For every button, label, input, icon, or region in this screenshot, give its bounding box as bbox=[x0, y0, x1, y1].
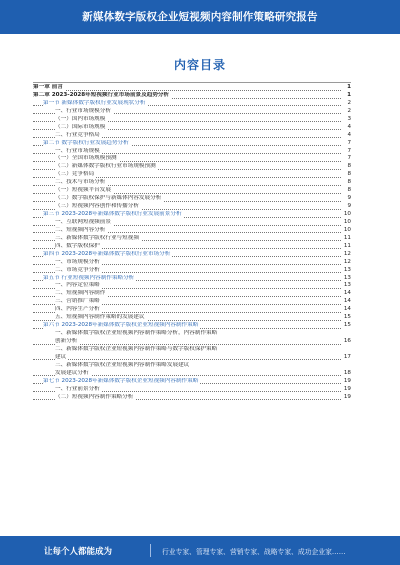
toc-entry[interactable] bbox=[33, 132, 351, 140]
toc-entry[interactable] bbox=[33, 100, 351, 108]
toc-entry[interactable] bbox=[33, 171, 351, 179]
toc-entry-label: 第三节 2023-2028年新媒体数字版权行业发展前景分析 bbox=[43, 211, 182, 217]
toc-entry[interactable] bbox=[33, 235, 351, 243]
toc-entry-page: 7 bbox=[347, 139, 351, 146]
toc-entry[interactable] bbox=[33, 394, 351, 402]
toc-entry-label: 一、行业前景分析 bbox=[55, 385, 100, 392]
footer-bar bbox=[0, 536, 400, 565]
toc-entry-page: 10 bbox=[343, 226, 351, 233]
toc-entry[interactable] bbox=[33, 219, 351, 227]
toc-entry-page: 16 bbox=[343, 338, 351, 344]
toc-entry[interactable] bbox=[33, 306, 351, 314]
toc-entry-label: 二、行业竞争格局 bbox=[55, 131, 100, 138]
toc-entry-label: 建议 bbox=[55, 353, 67, 360]
toc-entry-label: 创新分析 bbox=[55, 338, 78, 344]
toc-entry[interactable] bbox=[33, 386, 351, 394]
toc-entry[interactable] bbox=[33, 163, 351, 171]
toc-entry[interactable] bbox=[33, 108, 351, 116]
toc-entry-label: 一、内容定位策略 bbox=[55, 282, 100, 289]
toc-entry-page: 9 bbox=[347, 203, 351, 210]
toc-entry[interactable] bbox=[33, 290, 351, 298]
toc-entry-page: 14 bbox=[343, 298, 351, 305]
toc-entry-label: （二）国际市场规模 bbox=[55, 123, 106, 130]
toc-entry[interactable] bbox=[33, 314, 351, 322]
toc-entry-page: 13 bbox=[343, 266, 351, 273]
toc-entry[interactable] bbox=[33, 259, 351, 267]
toc-entry[interactable] bbox=[33, 370, 351, 378]
toc-entry-page: 1 bbox=[347, 84, 351, 90]
toc-entry-label: 第四节 2023-2028年新媒体数字版权行业市场分析 bbox=[43, 250, 171, 257]
toc-entry-page: 10 bbox=[343, 211, 351, 217]
toc-entry[interactable] bbox=[33, 187, 351, 195]
toc-entry-page: 14 bbox=[343, 290, 351, 297]
toc-entry-label: 一、行业市场规模 bbox=[55, 147, 100, 154]
toc-entry-page: 19 bbox=[343, 393, 351, 400]
toc-leader-dots bbox=[33, 359, 341, 360]
toc-entry[interactable] bbox=[33, 338, 351, 346]
toc-entry-page: 19 bbox=[343, 385, 351, 392]
toc-entry-page: 12 bbox=[343, 258, 351, 265]
toc-entry-label: （一）全国市场规模预测 bbox=[55, 155, 117, 162]
toc-entry-label: （二）数字版权保护与新媒体内容发展分析 bbox=[55, 195, 162, 202]
toc-entry[interactable] bbox=[33, 92, 351, 100]
header-bar bbox=[0, 0, 400, 34]
toc-entry[interactable] bbox=[33, 116, 351, 124]
toc-entry-label: 五、短视频内容制作策略的发展建议 bbox=[55, 314, 145, 321]
toc-entry-label: （三）竞争格局 bbox=[55, 171, 95, 178]
footer-divider bbox=[150, 544, 151, 557]
toc-entry[interactable] bbox=[33, 148, 351, 156]
toc-entry-page: 2 bbox=[347, 99, 351, 106]
toc-entry-page: 10 bbox=[343, 218, 351, 225]
toc-entry-label: 四、数字版权保护 bbox=[55, 242, 100, 249]
toc-entry-label: 三、新媒体数字版权企业短视频内容制作策略发展建议 bbox=[55, 361, 190, 368]
toc-entry-page: 13 bbox=[343, 274, 351, 281]
toc-entry[interactable] bbox=[33, 140, 351, 148]
toc-entry[interactable] bbox=[33, 124, 351, 132]
toc-entry-page: 18 bbox=[343, 369, 351, 376]
toc-entry-page: 7 bbox=[347, 155, 351, 162]
toc-entry[interactable] bbox=[33, 330, 351, 338]
toc-entry-page: 13 bbox=[343, 282, 351, 289]
toc-entry-label: 一、新媒体数字版权企业短视频内容制作策略分析，内容制作策略 bbox=[55, 330, 218, 337]
toc-entry-label: 第二节 数字版权行业发展趋势分析 bbox=[43, 139, 129, 146]
toc-entry[interactable] bbox=[33, 243, 351, 251]
toc-rows bbox=[33, 84, 351, 402]
toc-heading: 内容目录 bbox=[173, 58, 226, 72]
toc-entry-page: 7 bbox=[347, 147, 351, 154]
toc-entry-page: 8 bbox=[347, 171, 351, 178]
toc-entry-page: 12 bbox=[343, 250, 351, 257]
toc-entry-label: 二、短视频内容制作 bbox=[55, 290, 106, 297]
toc-entry-label: 第二章 2023-2028年短视频行业市场前景及趋势分析 bbox=[33, 91, 170, 98]
toc-entry[interactable] bbox=[33, 282, 351, 290]
toc-entry-label: （二）新媒体数字版权行业市场规模预测 bbox=[55, 163, 156, 170]
toc-entry-page: 8 bbox=[347, 179, 351, 186]
toc-entry-label: 四、内容生产分析 bbox=[55, 306, 100, 313]
toc-entry[interactable] bbox=[33, 346, 351, 354]
toc-entry-page: 17 bbox=[343, 353, 351, 360]
toc-entry-page: 9 bbox=[347, 195, 351, 202]
toc-entry-label: 一、互联网短视频前景 bbox=[55, 218, 111, 225]
table-of-contents bbox=[33, 82, 351, 402]
toc-entry[interactable] bbox=[33, 275, 351, 283]
toc-entry-page: 2 bbox=[347, 107, 351, 114]
toc-entry-page: 15 bbox=[343, 322, 351, 329]
toc-entry-label: 二、市场竞争分析 bbox=[55, 266, 100, 273]
toc-entry-label: 第五节 行业短视频内容制作策略分析 bbox=[43, 274, 135, 281]
toc-entry[interactable] bbox=[33, 298, 351, 306]
toc-entry-page: 1 bbox=[347, 91, 351, 98]
toc-entry-page: 19 bbox=[343, 377, 351, 384]
toc-entry-page: 4 bbox=[347, 123, 351, 130]
toc-entry-page: 11 bbox=[343, 234, 351, 241]
toc-entry[interactable] bbox=[33, 322, 351, 330]
toc-entry-label: 二、短视频内容分析 bbox=[55, 226, 106, 233]
toc-leader-dots bbox=[33, 90, 341, 91]
toc-entry[interactable] bbox=[33, 203, 351, 211]
toc-entry[interactable] bbox=[33, 378, 351, 386]
toc-entry[interactable] bbox=[33, 251, 351, 259]
toc-entry-label: 第七节 2023-2028年新媒体数字版权企业短视频内容制作策略 bbox=[43, 377, 199, 384]
footer-tagline: 行业专家、管理专家、营销专家、战略专家、成功企业家…… bbox=[162, 548, 346, 556]
toc-entry-label: 一、市场规模分析 bbox=[55, 258, 100, 265]
toc-entry-label: 一、行业市场规模分析 bbox=[55, 107, 111, 114]
toc-entry-page: 15 bbox=[343, 314, 351, 321]
toc-entry-label: 三、营销推广策略 bbox=[55, 298, 100, 305]
toc-entry[interactable] bbox=[33, 211, 351, 219]
toc-entry-page: 8 bbox=[347, 187, 351, 194]
toc-entry[interactable] bbox=[33, 195, 351, 203]
toc-entry[interactable] bbox=[33, 84, 351, 92]
toc-entry[interactable] bbox=[33, 362, 351, 370]
toc-entry[interactable] bbox=[33, 155, 351, 163]
toc-entry-label: 二、新媒体数字版权企业短视频内容制作策略与数字版权保护策略 bbox=[55, 345, 218, 352]
toc-entry[interactable] bbox=[33, 227, 351, 235]
toc-entry-label: （一）短视频平台发展 bbox=[55, 187, 111, 194]
toc-entry-label: 三、新媒体数字版权行业与短视频 bbox=[55, 234, 139, 241]
toc-entry-page: 11 bbox=[343, 242, 351, 249]
toc-entry-label: 二、技术与市场分析 bbox=[55, 179, 106, 186]
toc-top-rule bbox=[33, 82, 351, 83]
toc-entry-label: 第六节 2023-2028年新媒体数字版权企业短视频内容制作策略 bbox=[43, 322, 199, 329]
footer-slogan: 让每个人都能成为 bbox=[44, 547, 113, 557]
toc-entry-label: （一）国内市场规模 bbox=[55, 115, 106, 122]
report-title: 新媒体数字版权企业短视频内容制作策略研究报告 bbox=[82, 11, 318, 23]
toc-entry[interactable] bbox=[33, 354, 351, 362]
toc-entry[interactable] bbox=[33, 267, 351, 275]
toc-entry-page: 4 bbox=[347, 131, 351, 138]
toc-entry-label: （二）短视频内容制作策略分析 bbox=[55, 393, 134, 400]
toc-entry-page: 3 bbox=[347, 115, 351, 122]
toc-entry-label: 第一节 新媒体数字版权行业发展现状分析 bbox=[43, 99, 146, 106]
toc-entry-label: 第一章 前言 bbox=[33, 84, 63, 90]
toc-entry-label: 发展建议分析 bbox=[55, 369, 89, 376]
toc-entry-label: （三）短视频内容创作和传播分析 bbox=[55, 203, 139, 210]
toc-entry[interactable] bbox=[33, 179, 351, 187]
toc-entry-page: 14 bbox=[343, 306, 351, 313]
toc-entry-page: 8 bbox=[347, 163, 351, 170]
